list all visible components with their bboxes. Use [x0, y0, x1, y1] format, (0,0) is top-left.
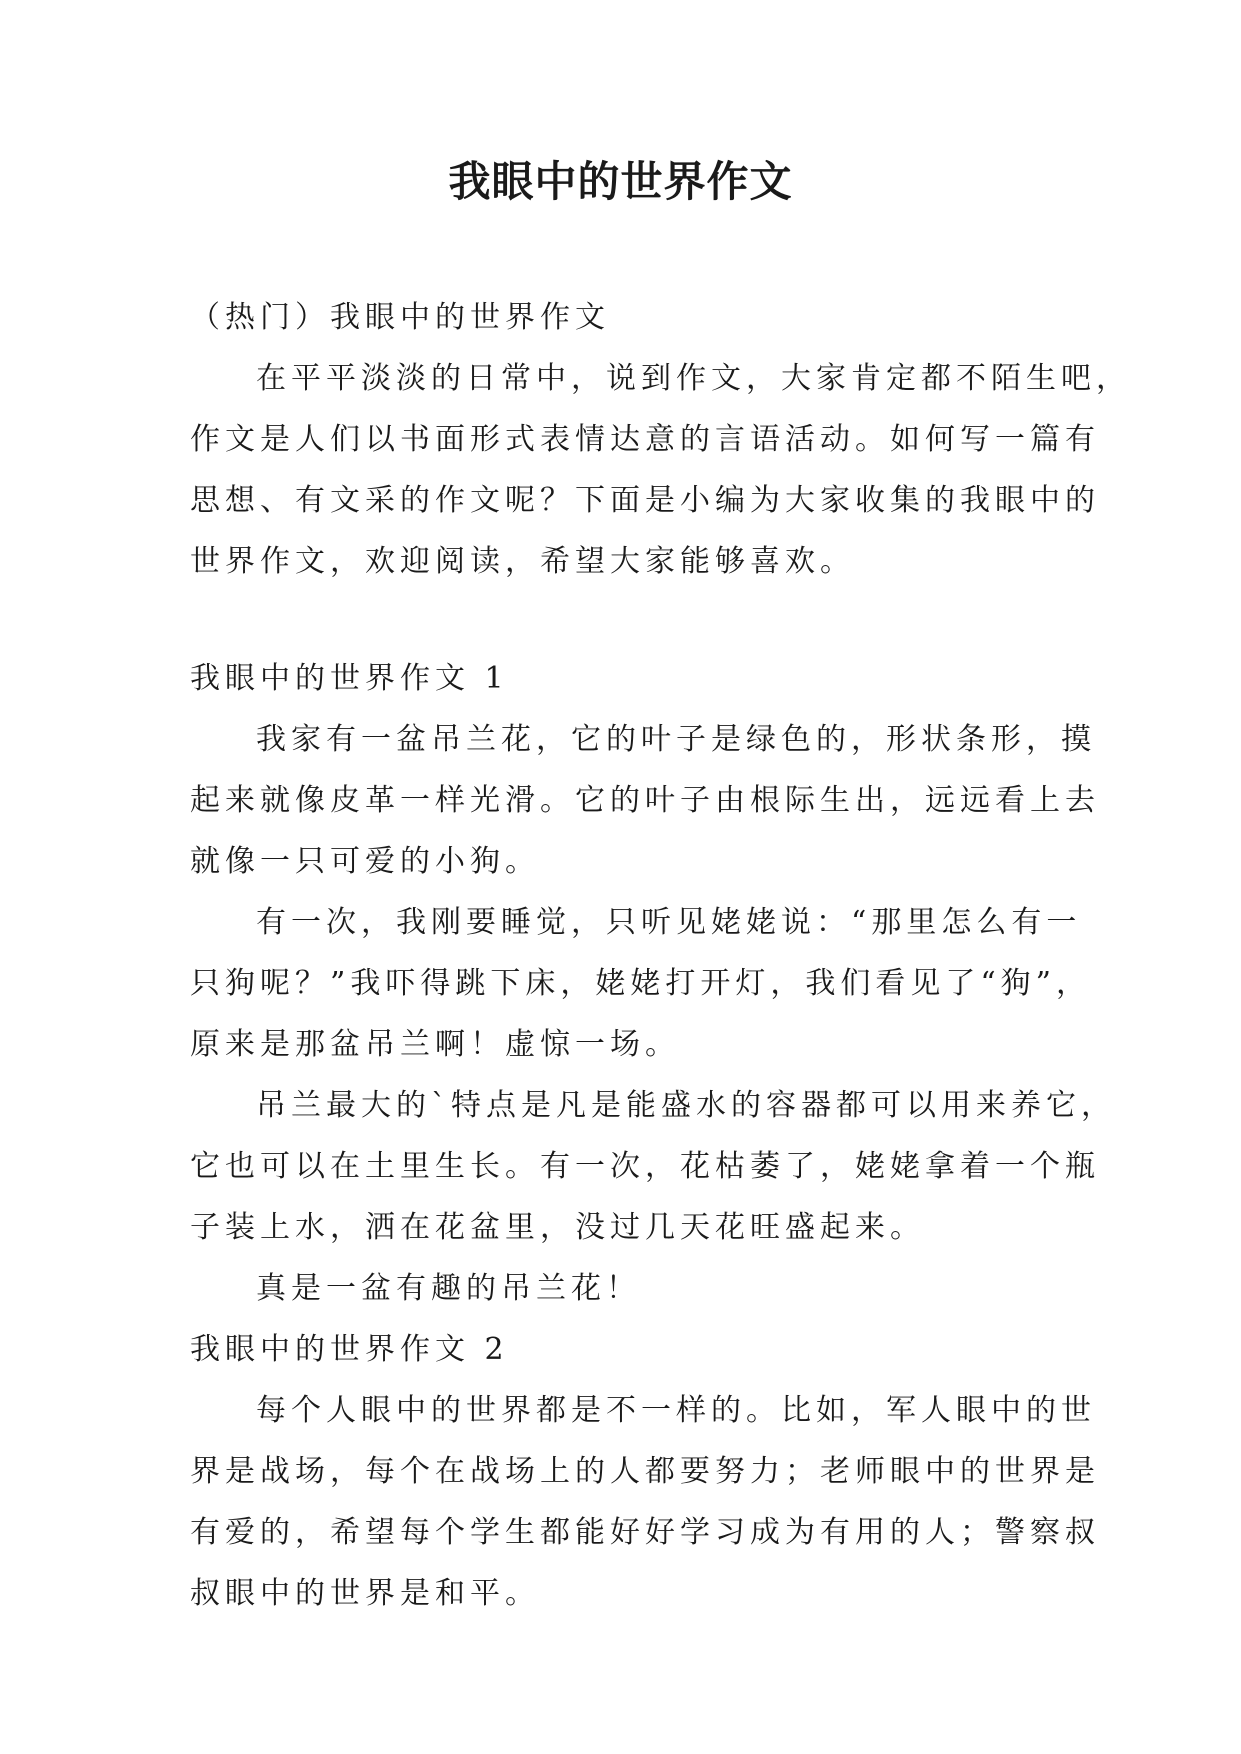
- document-body: [190, 287, 1131, 1624]
- intro-line: 世界作文，欢迎阅读，希望大家能够喜欢。: [190, 544, 855, 579]
- document-subtitle: （热门）我眼中的世界作文: [190, 300, 610, 335]
- essay-line: 它也可以在土里生长。有一次，花枯萎了，姥姥拿着一个瓶: [190, 1149, 1100, 1184]
- essay-line: 吊兰最大的`特点是凡是能盛水的容器都可以用来养它，: [256, 1088, 1116, 1123]
- document-title: 我眼中的世界作文: [448, 157, 793, 206]
- essay-line: 有一次，我刚要睡觉，只听见姥姥说：“那里怎么有一: [256, 905, 1082, 940]
- intro-line: 作文是人们以书面形式表情达意的言语活动。如何写一篇有: [190, 422, 1100, 457]
- essay-line: 我家有一盆吊兰花，它的叶子是绿色的，形状条形，摸: [256, 722, 1096, 757]
- essay-heading: 我眼中的世界作文 1: [190, 661, 509, 696]
- intro-line: 在平平淡淡的日常中，说到作文，大家肯定都不陌生吧，: [256, 361, 1131, 396]
- essay-line: 起来就像皮革一样光滑。它的叶子由根际生出，远远看上去: [190, 783, 1100, 818]
- essay-line: 只狗呢？”我吓得跳下床，姥姥打开灯，我们看见了“狗”，: [190, 966, 1092, 1001]
- essay-line: 就像一只可爱的小狗。: [190, 844, 540, 879]
- essay-line: 每个人眼中的世界都是不一样的。比如，军人眼中的世: [256, 1393, 1096, 1428]
- essay-line: 叔眼中的世界是和平。: [190, 1576, 540, 1611]
- paragraph-gap: [190, 592, 1060, 648]
- essay-heading: 我眼中的世界作文 2: [190, 1332, 509, 1367]
- essay-line: 有爱的，希望每个学生都能好好学习成为有用的人；警察叔: [190, 1515, 1100, 1550]
- intro-line: 思想、有文采的作文呢？下面是小编为大家收集的我眼中的: [190, 483, 1100, 518]
- essay-line: 子装上水，洒在花盆里，没过几天花旺盛起来。: [190, 1210, 925, 1245]
- essay-line: 原来是那盆吊兰啊！虚惊一场。: [190, 1027, 680, 1062]
- essay-line: 界是战场，每个在战场上的人都要努力；老师眼中的世界是: [190, 1454, 1100, 1489]
- essay-line: 真是一盆有趣的吊兰花！: [256, 1271, 641, 1306]
